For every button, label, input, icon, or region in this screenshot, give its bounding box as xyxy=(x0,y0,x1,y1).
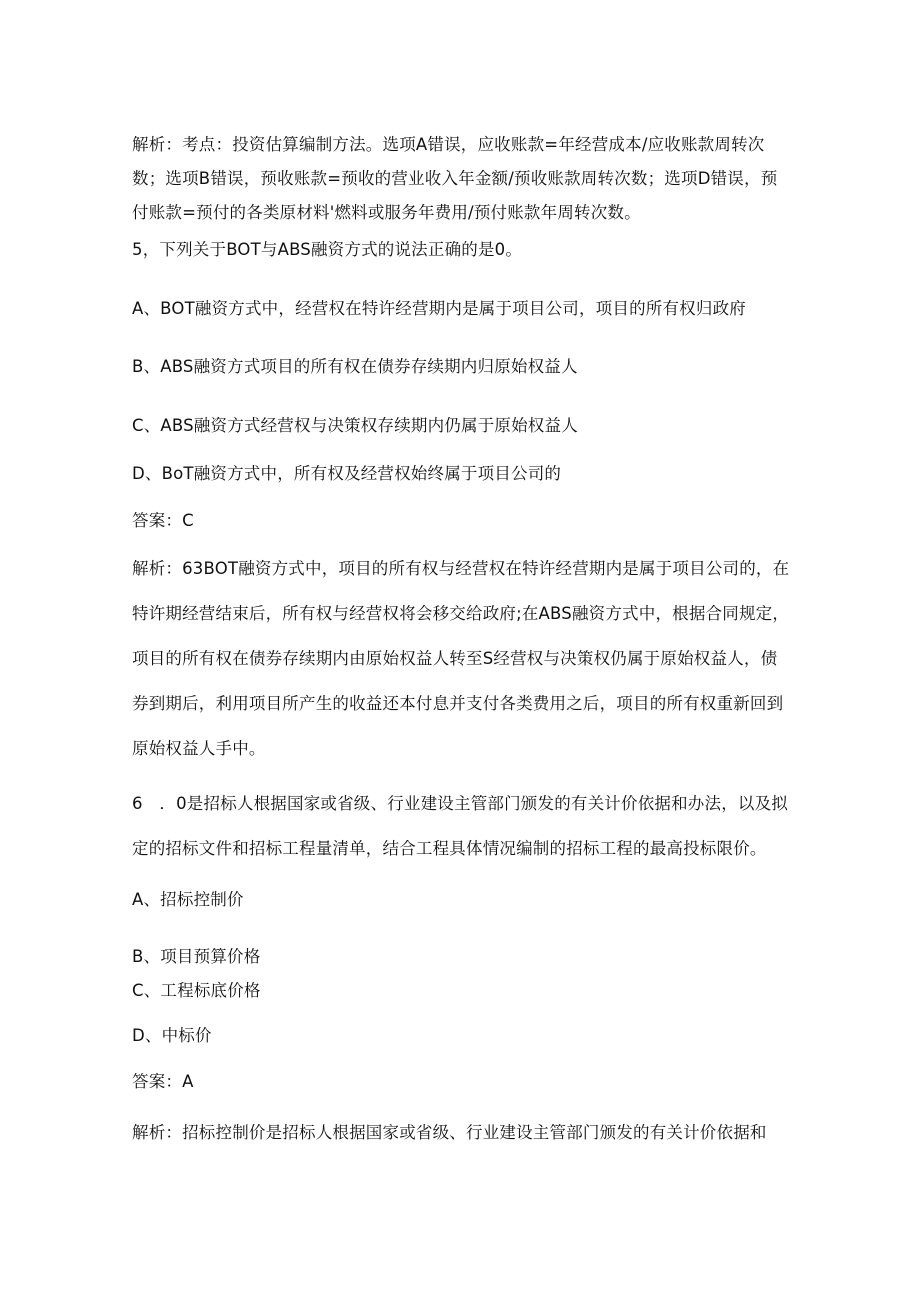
q6-option-c: C、工程标底价格 xyxy=(132,981,261,1000)
q6-option-a: A、招标控制价 xyxy=(132,890,244,909)
q5-answer: 答案：C xyxy=(132,511,194,530)
q5-analysis xyxy=(132,546,792,771)
q6-question xyxy=(132,781,792,871)
q5-analysis-line: 解析：63BOT融资方式中，项目的所有权与经营权在特许经营期内是属于项目公司的，在 xyxy=(132,559,790,578)
q6-question-line: 6 ．0是招标人根据国家或省级、行业建设主管部门颁发的有关计价依据和办法，以及拟 xyxy=(132,794,788,813)
q4-analysis xyxy=(132,128,792,230)
q5-option-b: B、ABS融资方式项目的所有权在债券存续期内归原始权益人 xyxy=(132,357,578,376)
q4-analysis-line: 解析：考点：投资估算编制方法。选项A错误，应收账款=年经营成本/应收账款周转次 xyxy=(132,135,765,154)
q5-question: 5，下列关于BOT与ABS融资方式的说法正确的是0。 xyxy=(132,240,523,259)
q6-analysis: 解析：招标控制价是招标人根据国家或省级、行业建设主管部门颁发的有关计价依据和 xyxy=(132,1123,767,1142)
q4-analysis-line: 付账款=预付的各类原材料'燃料或服务年费用/预付账款年周转次数。 xyxy=(132,203,641,222)
q6-answer: 答案：A xyxy=(132,1072,194,1091)
q4-analysis-line: 数；选项B错误，预收账款=预收的营业收入年金额/预收账款周转次数；选项D错误，预 xyxy=(132,169,778,188)
q6-option-d: D、中标价 xyxy=(132,1026,212,1045)
q5-analysis-line: 券到期后，利用项目所产生的收益还本付息并支付各类费用之后，项目的所有权重新回到 xyxy=(132,694,784,713)
q5-option-a: A、BOT融资方式中，经营权在特许经营期内是属于项目公司，项目的所有权归政府 xyxy=(132,299,746,318)
q5-analysis-line: 特许期经营结束后，所有权与经营权将会移交给政府;在ABS融资方式中，根据合同规定， xyxy=(132,604,790,623)
q6-option-b: B、项目预算价格 xyxy=(132,947,261,966)
q5-analysis-line: 原始权益人手中。 xyxy=(132,739,266,758)
q5-analysis-line: 项目的所有权在债券存续期内由原始权益人转至S经营权与决策权仍属于原始权益人，债 xyxy=(132,649,778,668)
q5-option-d: D、BoT融资方式中，所有权及经营权始终属于项目公司的 xyxy=(132,464,562,483)
q5-option-c: C、ABS融资方式经营权与决策权存续期内仍属于原始权益人 xyxy=(132,416,578,435)
q6-question-line: 定的招标文件和招标工程量清单，结合工程具体情况编制的招标工程的最高投标限价。 xyxy=(132,839,767,858)
